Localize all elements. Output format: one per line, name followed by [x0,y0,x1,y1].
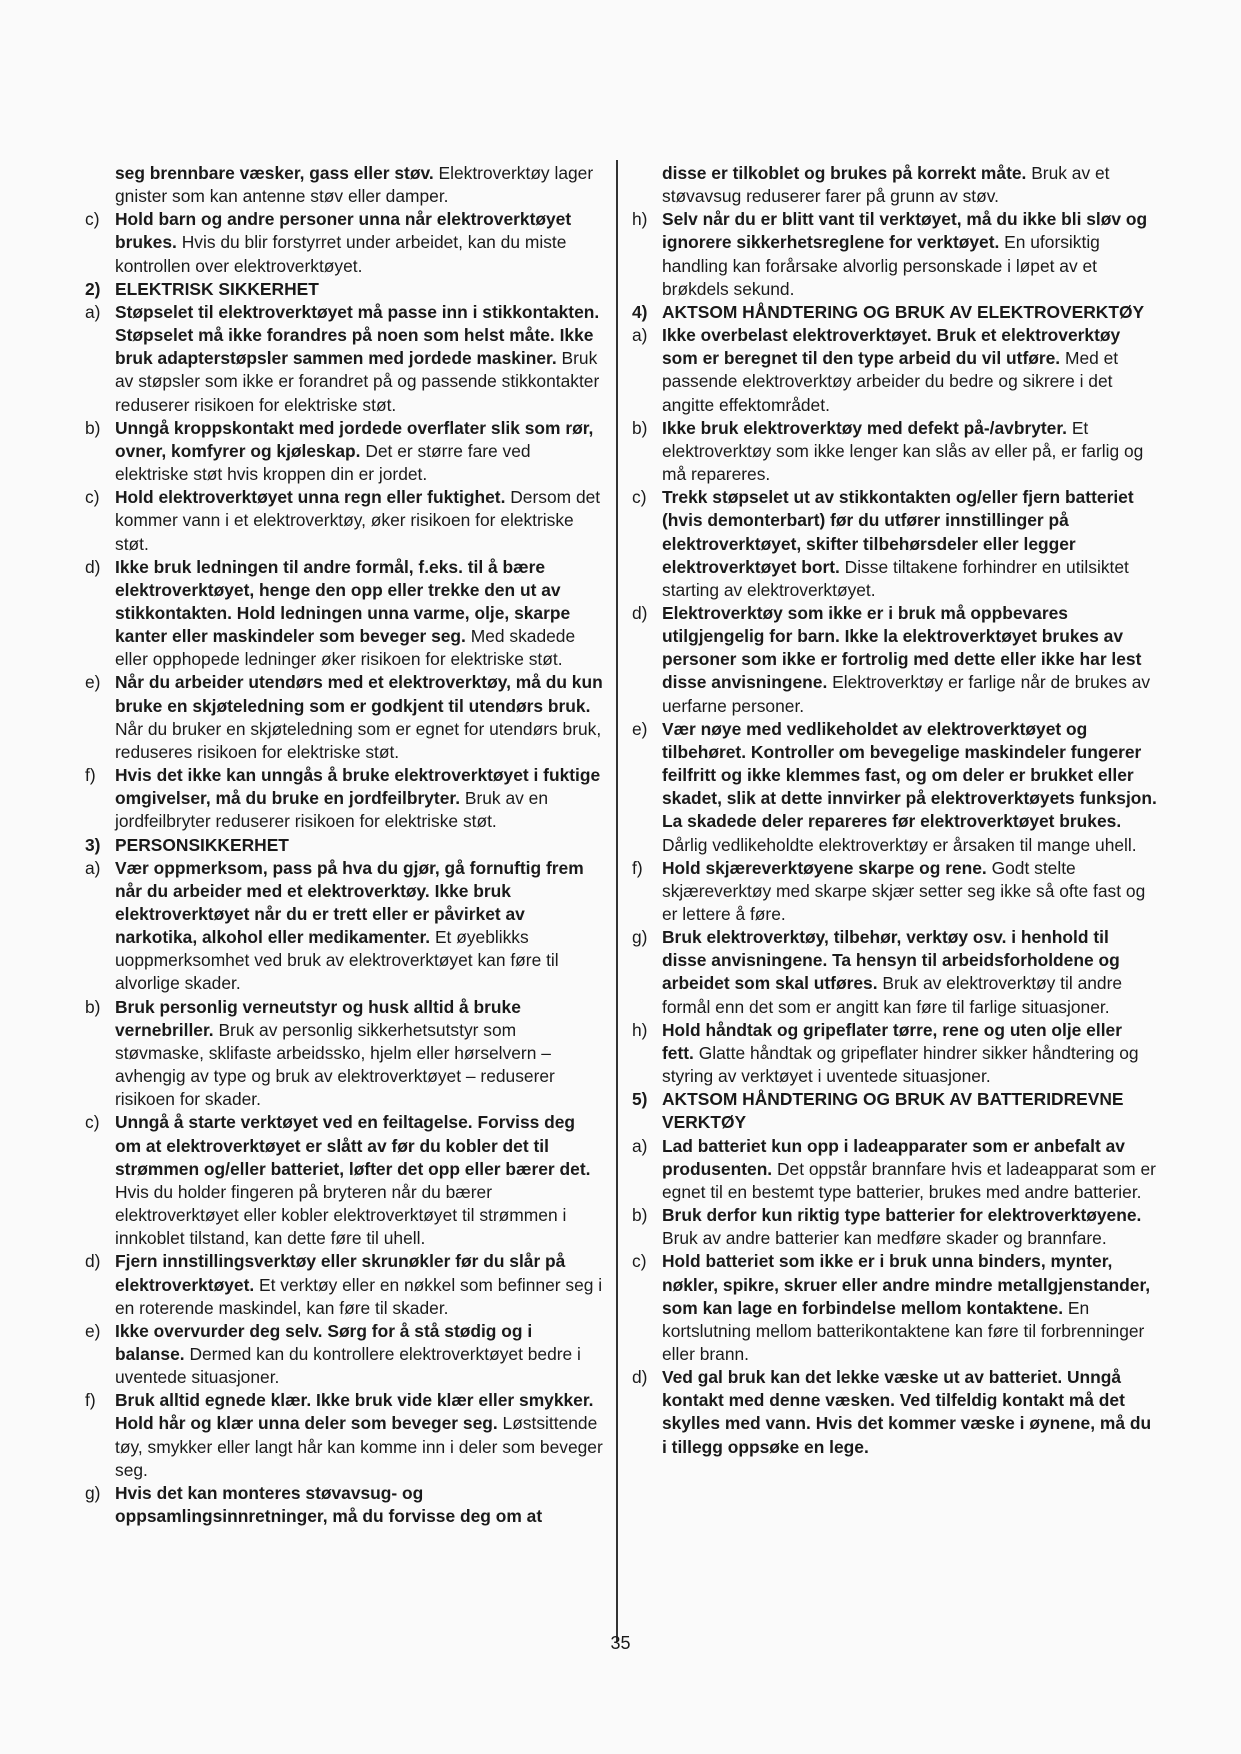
list-item [85,486,605,555]
item-bold-text: Hold håndtak og gripeflater tørre, rene og uten olje eller fett. [662,1019,1122,1063]
item-letter: b) [85,417,101,438]
section-heading [85,834,605,857]
list-item [632,1366,1157,1459]
list-item [632,324,1157,417]
item-bold-text: Støpselet til elektroverktøyet må passe inn i stikkontakten. Støpselet må ikke forandres på noen som helst måte. Ikke bruk adapterstøpsler sammen med jordede maskiner. [115,301,600,369]
continued-paragraph [85,162,605,208]
section-number: 4) [632,301,648,322]
item-body-text: Med skadede eller opphopede ledninger øker risikoen for elektriske støt. [115,626,576,670]
item-letter: a) [632,1135,648,1156]
item-body-text: Bruk av et støvavsug reduserer farer på grunn av støv. [662,163,1110,207]
list-item [85,671,605,764]
item-body-text: Godt stelte skjæreverktøy med skarpe skjær setter seg ikke så ofte fast og er lettere å føre. [662,857,1146,924]
list-item [85,857,605,996]
item-bold-text: Bruk elektroverktøy, tilbehør, verktøy osv. i henhold til disse anvisningene. Ta hensyn til arbeidsforholdene og arbeidet som skal utføres. [662,927,1120,994]
item-letter: c) [85,487,100,508]
item-body-text: Elektroverktøy lager gnister som kan antenne støv eller damper. [115,163,594,207]
item-letter: e) [85,672,101,693]
list-item [632,1250,1157,1366]
item-body-text: Bruk av en jordfeilbryter reduserer risikoen for elektriske støt. [115,788,548,832]
item-letter: f) [632,857,643,878]
section-heading [632,1088,1157,1134]
item-bold-text: Bruk personlig verneutstyr og husk alltid å bruke vernebriller. [115,996,521,1040]
item-letter: c) [632,1251,647,1272]
item-body-text: Et øyeblikks uoppmerksomhet ved bruk av elektroverktøyet kan føre til alvorlige skader. [115,927,559,994]
item-letter: c) [85,1112,100,1133]
list-item [85,301,605,417]
list-item [85,1320,605,1389]
item-bold-text: Hold elektroverktøyet unna regn eller fuktighet. [115,487,506,508]
list-item [632,602,1157,718]
section-heading [632,301,1157,324]
item-letter: d) [85,556,101,577]
item-bold-text: seg brennbare væsker, gass eller støv. [115,163,434,183]
item-body-text: Et elektroverktøy som ikke lenger kan slås av eller på, er farlig og må repareres. [662,417,1144,485]
item-letter: f) [85,765,96,786]
list-item [632,486,1157,602]
item-bold-text: disse er tilkoblet og brukes på korrekt måte. [662,163,1027,183]
item-body-text: Hvis du blir forstyrret under arbeidet, kan du miste kontrollen over elektroverktøyet. [115,232,567,276]
item-letter: d) [632,1367,648,1388]
item-body-text: Bruk av støpsler som ikke er forandret på og passende stikkontakter reduserer risikoen for elektriske støt. [115,348,600,415]
item-letter: a) [85,857,101,878]
section-number: 3) [85,834,101,855]
list-item [85,1389,605,1482]
item-body-text: Med et passende elektroverktøy arbeider du bedre og sikrere i det angitte effektområdet. [662,348,1119,415]
item-bold-text: Vær nøye med vedlikeholdet av elektroverktøyet og tilbehøret. Kontroller om bevegelige maskindeler fungerer feilfritt og ikke klemmes fast, og om deler er brukket eller skadet, slik at dette innvirker på elektroverktøyets funksjon. La skadede deler repareres før elektroverktøyet brukes. [662,718,1157,832]
item-letter: c) [632,487,647,508]
item-body-text: Det oppstår brannfare hvis et ladeapparat som er egnet til en bestemt type batterier, brukes med andre batterier. [662,1158,1156,1202]
item-bold-text: Ikke bruk ledningen til andre formål, f.eks. til å bære elektroverktøyet, henge den opp eller trekke den ut av stikkontakten. Hold ledningen unna varme, olje, skarpe kanter eller maskindeler som beveger seg. [115,556,571,647]
item-body-text: Det er større fare ved elektriske støt hvis kroppen din er jordet. [115,440,531,485]
item-body-text: Elektroverktøy er farlige når de brukes av uerfarne personer. [662,672,1151,716]
item-letter: f) [85,1390,96,1411]
item-bold-text: Ikke overvurder deg selv. Sørg for å stå stødig og i balanse. [115,1320,533,1364]
item-body-text: Dermed kan du kontrollere elektroverktøyet bedre i uventede situasjoner. [115,1343,581,1388]
section-number: 5) [632,1089,648,1110]
list-item [632,926,1157,1019]
list-item [85,764,605,833]
item-body-text: Løstsittende tøy, smykker eller langt hår kan komme inn i deler som beveger seg. [115,1413,603,1480]
item-body-text: Dersom det kommer vann i et elektroverktøy, øker risikoen for elektriske støt. [115,487,601,554]
item-body-text: En uforsiktig handling kan forårsake alvorlig personskade i løpet av et brøkdels sekund. [662,232,1100,299]
list-item [632,1019,1157,1088]
item-body-text: Disse tiltakene forhindrer en utilsiktet starting av elektroverktøyet. [662,556,1129,600]
item-bold-text: Bruk alltid egnede klær. Ikke bruk vide klær eller smykker. Hold hår og klær unna deler som beveger seg. [115,1390,594,1434]
item-body-text: En kortslutning mellom batterikontaktene kan føre til forbrenninger eller brann. [662,1297,1145,1364]
list-item [85,417,605,486]
item-bold-text: Hvis det ikke kan unngås å bruke elektroverktøyet i fuktige omgivelser, må du bruke en jordfeilbryter. [115,765,601,809]
item-bold-text: Hold batteriet som ikke er i bruk unna binders, mynter, nøkler, spikre, skruer eller andre mindre metallgjenstander, som kan lage en forbindelse mellom kontaktene. [662,1251,1151,1318]
section-heading [85,278,605,301]
list-item [85,1111,605,1250]
item-bold-text: Når du arbeider utendørs med et elektroverktøy, må du kun bruke en skjøteledning som er godkjent til utendørs bruk. [115,672,603,716]
item-letter: g) [85,1482,101,1503]
item-letter: h) [632,209,648,230]
section-number: 2) [85,278,101,299]
list-item [632,1204,1157,1250]
item-letter: g) [632,927,648,948]
item-letter: d) [85,1251,101,1272]
item-bold-text: Hold barn og andre personer unna når elektroverktøyet brukes. [115,209,572,253]
item-bold-text: Ved gal bruk kan det lekke væske ut av batteriet. Unngå kontakt med denne væsken. Ved tilfeldig kontakt må det skylles med vann. Hvis det kommer væske i øynene, må du i tillegg oppsøke en lege. [662,1367,1152,1457]
item-letter: b) [85,996,101,1017]
list-item [85,1482,605,1528]
item-bold-text: Unngå å starte verktøyet ved en feiltagelse. Forviss deg om at elektroverktøyet er slått av før du kobler det til strømmen og/eller batteriet, løfter det opp eller bærer det. [115,1112,591,1179]
item-bold-text: Bruk derfor kun riktig type batterier for elektroverktøyene. [662,1205,1142,1226]
item-letter: b) [632,1205,648,1226]
section-title: AKTSOM HÅNDTERING OG BRUK AV ELEKTROVERKTØY [662,301,1145,322]
item-bold-text: Unngå kroppskontakt med jordede overflater slik som rør, ovner, komfyrer og kjøleskap. [115,417,594,461]
item-letter: e) [85,1320,101,1341]
item-body-text: Hvis du holder fingeren på bryteren når du bærer elektroverktøyet eller kobler elektroverktøyet til strømmen i innkoblet tilstand, kan dette føre til uhell. [115,1181,567,1249]
list-item [85,1250,605,1319]
item-bold-text: Elektroverktøy som ikke er i bruk må oppbevares utilgjengelig for barn. Ikke la elektroverktøyet brukes av personer som ikke er fortrolig med dette eller ikke har lest disse anvisningene. [662,602,1142,693]
item-bold-text: Ikke bruk elektroverktøy med defekt på-/avbryter. [662,417,1067,438]
item-body-text: Når du bruker en skjøteledning som er egnet for utendørs bruk, reduseres risikoen for elektriske støt. [115,718,602,762]
list-item [85,556,605,672]
item-bold-text: Selv når du er blitt vant til verktøyet, må du ikke bli sløv og ignorere sikkerhetsreglene for verktøyet. [662,209,1148,253]
item-letter: a) [85,301,101,322]
item-body-text: Bruk av elektroverktøy til andre formål enn det som er angitt kan føre til farlige situasjoner. [662,973,1123,1017]
item-bold-text: Hold skjæreverktøyene skarpe og rene. [662,857,987,878]
item-body-text: Et verktøy eller en nøkkel som befinner seg i en roterende maskindel, kan føre til skader. [115,1274,603,1318]
item-body-text: Dårlig vedlikeholdte elektroverktøy er årsaken til mange uhell. [662,834,1137,855]
item-letter: c) [85,209,100,230]
column-divider [616,160,618,1642]
item-body-text: Glatte håndtak og gripeflater hindrer sikker håndtering og styring av verktøyet i uventede situasjoner. [662,1042,1139,1087]
item-letter: b) [632,417,648,438]
continued-paragraph [632,162,1157,208]
section-title: PERSONSIKKERHET [115,834,289,855]
item-bold-text: Vær oppmerksom, pass på hva du gjør, gå fornuftig frem når du arbeider med et elektroverktøy. Ikke bruk elektroverktøyet når du er trett eller er påvirket av narkotika, alkohol eller medikamenter. [115,857,584,948]
right-column [632,162,1157,1459]
item-letter: d) [632,602,648,623]
item-bold-text: Ikke overbelast elektroverktøyet. Bruk et elektroverktøy som er beregnet til den type arbeid du vil utføre. [662,325,1121,369]
section-title: AKTSOM HÅNDTERING OG BRUK AV BATTERIDREVNE VERKTØY [662,1089,1124,1133]
item-bold-text: Fjern innstillingsverktøy eller skrunøkler før du slår på elektroverktøyet. [115,1251,566,1295]
list-item [85,208,605,277]
item-letter: e) [632,718,648,739]
item-bold-text: Lad batteriet kun opp i ladeapparater som er anbefalt av produsenten. [662,1135,1125,1179]
page-number: 35 [610,1633,631,1653]
list-item [632,417,1157,486]
item-bold-text: Trekk støpselet ut av stikkontakten og/eller fjern batteriet (hvis demonterbart) før du utfører innstillinger på elektroverktøyet, skifter tilbehørsdeler eller legger elektroverktøyet bort. [662,487,1134,577]
list-item [632,1135,1157,1204]
list-item [632,857,1157,926]
item-body-text: Bruk av andre batterier kan medføre skader og brannfare. [662,1228,1107,1249]
list-item [85,996,605,1112]
list-item [632,208,1157,301]
item-letter: h) [632,1019,648,1040]
item-body-text: Bruk av personlig sikkerhetsutstyr som støvmaske, sklifaste arbeidssko, hjelm eller hørselvern – avhengig av type og bruk av elektroverktøyet – reduserer risikoen for skader. [115,1019,555,1110]
item-bold-text: Hvis det kan monteres støvavsug- og oppsamlingsinnretninger, må du forvisse deg om at [115,1482,543,1527]
section-title: ELEKTRISK SIKKERHET [115,278,319,299]
item-letter: a) [632,325,648,346]
left-column [85,162,605,1528]
list-item [632,718,1157,857]
